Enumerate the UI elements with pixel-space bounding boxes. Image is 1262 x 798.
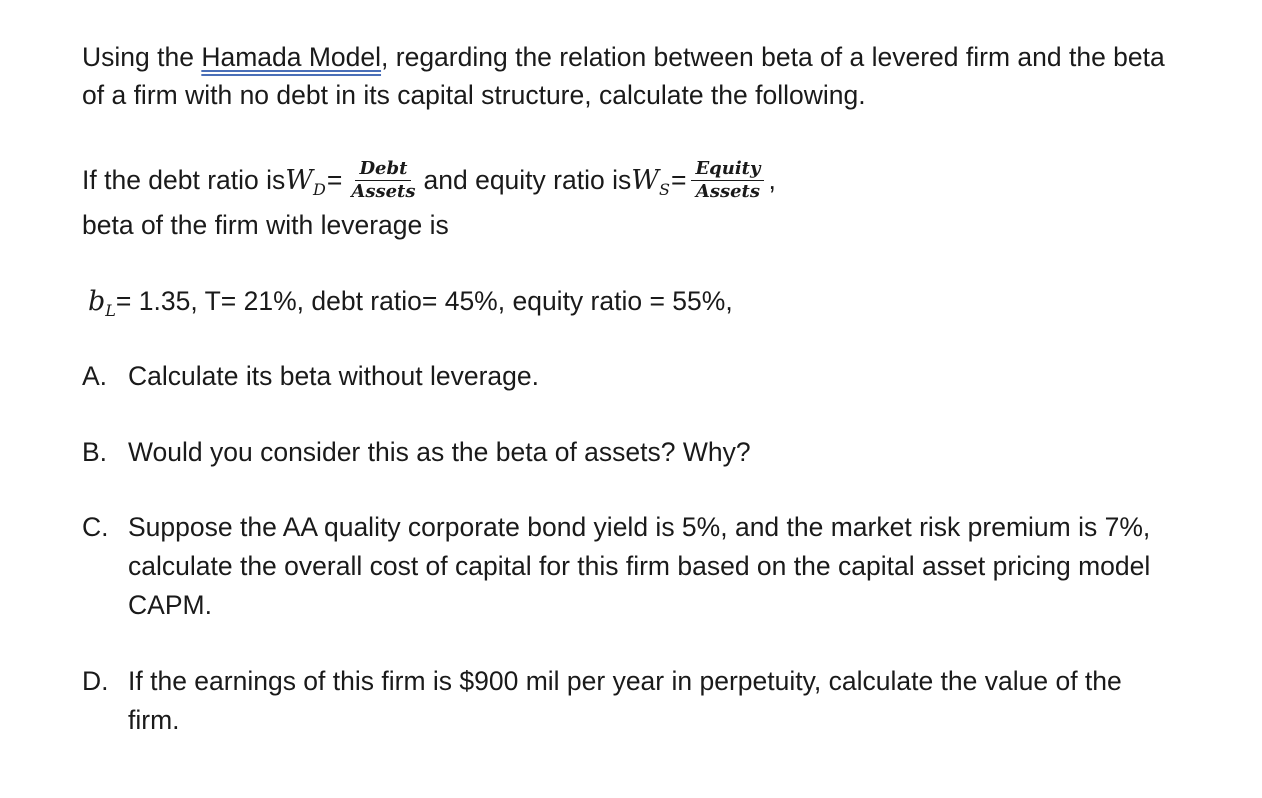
question-item-d (82, 662, 1167, 740)
equity-over-assets-fraction (691, 158, 764, 203)
question-letter: B. (82, 437, 108, 467)
intro-prefix: Using the (82, 42, 202, 72)
beta-leverage-line: beta of the firm with leverage is (82, 210, 449, 240)
ratio-definition-line (82, 150, 776, 210)
debt-over-assets-fraction (347, 158, 419, 203)
b-letter: b (88, 286, 106, 317)
wd-equals: = (326, 164, 343, 195)
question-text: Calculate its beta without leverage. (128, 361, 539, 391)
equity-denominator: Assets (695, 180, 761, 202)
question-letter: D. (82, 666, 109, 696)
question-item-a (82, 357, 1182, 396)
ws-letter: W (631, 164, 659, 196)
debt-numerator: Debt (355, 158, 411, 181)
wd-letter: W (285, 164, 314, 196)
document-page (82, 0, 1202, 798)
debt-denominator: Assets (351, 180, 416, 202)
given-values-text: = 1.35, T= 21%, debt ratio= 45%, equity ratio = 55%, (115, 286, 733, 316)
ws-subscript: S (658, 179, 670, 199)
wd-symbol (285, 164, 326, 199)
ratio-lead-text: If the debt ratio is (82, 164, 286, 195)
intro-suffix: , regarding the relation between beta of a levered firm and the beta of a firm with no debt in its capital structure, calculate the following. (82, 42, 1165, 110)
wd-subscript: D (313, 179, 326, 199)
given-values-line (88, 282, 733, 324)
ws-symbol (631, 164, 670, 199)
question-text: Suppose the AA quality corporate bond yield is 5%, and the market risk premium is 7%, calculate the overall cost of capital for this firm based on the capital asset pricing model CAPM. (128, 512, 1151, 620)
intro-paragraph (82, 38, 1192, 114)
hamada-model-link[interactable]: Hamada Model (201, 42, 382, 72)
ratio-trailing-comma: , (768, 164, 776, 195)
question-letter: A. (82, 361, 108, 391)
question-item-c (82, 508, 1152, 625)
equity-numerator: Equity (691, 158, 764, 181)
question-item-b (82, 433, 1182, 472)
ratio-middle-text: and equity ratio is (423, 164, 632, 195)
question-text: If the earnings of this firm is $900 mil per year in perpetuity, calculate the value of the firm. (128, 666, 1122, 735)
question-text: Would you consider this as the beta of assets? Why? (128, 437, 751, 467)
b-subscript: L (105, 301, 116, 320)
question-letter: C. (82, 512, 109, 542)
ws-equals: = (670, 164, 687, 195)
